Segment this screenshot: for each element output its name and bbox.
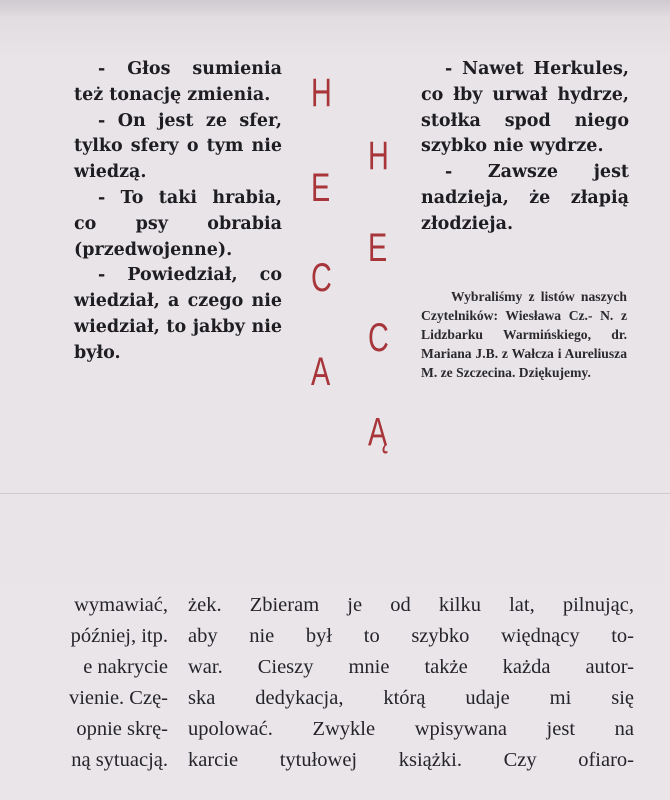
text-line: ska dedykacja, którą udaje mi się (188, 687, 634, 709)
saying: - Nawet Herkules, co łby urwał hydrze, stołka spod niego szybko nie wydrze. (421, 59, 629, 157)
text-line: później, itp. (70, 625, 168, 647)
title-letter: H (311, 71, 332, 115)
text-line: żek. Zbieram je od kilku lat, pilnując, (188, 594, 634, 616)
title-letter: A (311, 350, 331, 394)
text-line: karcie tytułowej książki. Czy ofiaro- (188, 749, 634, 771)
text-line: vienie. Czę- (68, 687, 168, 709)
saying: - Głos sumienia też tonację zmienia. (74, 59, 282, 105)
saying: - To taki hrabia, co psy obrabia (przedwojenne). (74, 187, 282, 260)
text-line: e nakrycie (83, 656, 168, 678)
text-line: ną sytuacją. (71, 749, 168, 771)
right-sayings-column (421, 57, 629, 238)
article-column-left (0, 590, 168, 776)
title-letter: H (368, 134, 389, 178)
title-letter: E (311, 166, 331, 210)
title-letter: E (368, 226, 388, 270)
saying: - Zawsze jest nadzieja, że złapią złodzieja. (421, 162, 629, 234)
text-line: aby nie był to szybko więdnący to- (188, 625, 634, 647)
article-column-right (188, 590, 634, 776)
title-letter: Ą (368, 410, 388, 454)
text-line: war. Cieszy mnie także każda autor- (188, 656, 634, 678)
page-top-shadow (0, 0, 670, 18)
saying: - On jest ze sfer, tylko sfery o tym nie wiedzą. (74, 110, 282, 183)
text-line: upolować. Zwykle wpisywana jest na (188, 718, 634, 740)
text-line: wymawiać, (74, 594, 168, 616)
text-line: opnie skrę- (76, 718, 168, 740)
section-divider (0, 493, 670, 494)
title-letter: C (311, 256, 332, 300)
left-sayings-column (74, 57, 282, 367)
title-letter: C (368, 316, 389, 360)
reader-credits: Wybraliśmy z listów naszych Czytelników: Wiesława Cz.- N. z Lidzbarku Warmińskiego, dr. Mariana J.B. z Wałcza i Aureliusza M. ze Szczecina. Dziękujemy. (421, 289, 627, 380)
saying: - Powiedział, co wiedział, a czego nie wiedział, to jakby nie było. (74, 265, 282, 363)
